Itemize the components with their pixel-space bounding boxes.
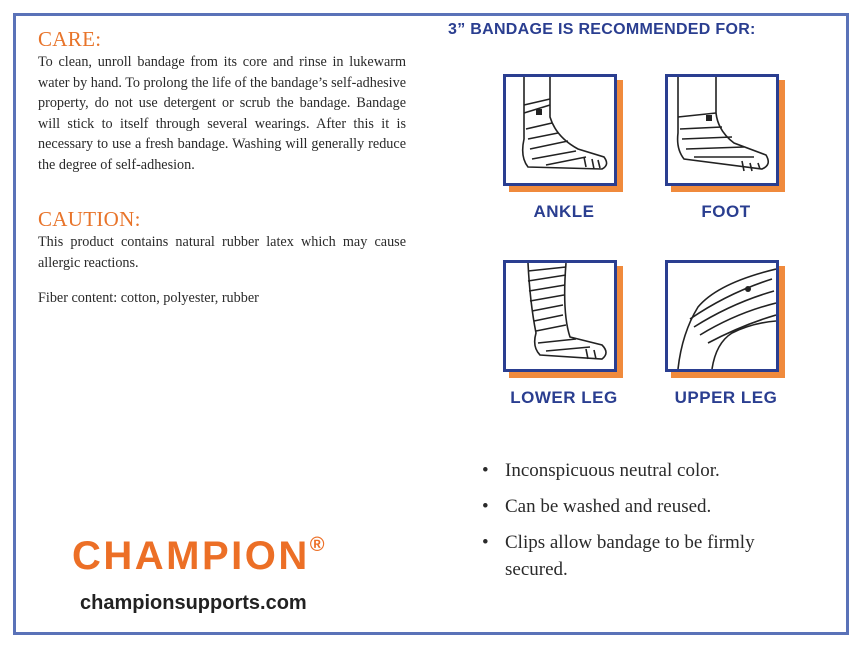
caution-text: This product contains natural rubber latex which may cause allergic reactions. <box>38 234 406 271</box>
ankle-wrap-icon <box>506 77 614 183</box>
ankle-panel <box>503 74 625 194</box>
fiber-content: Fiber content: cotton, polyester, rubber <box>38 290 259 306</box>
feature-item: • Inconspicuous neutral color. <box>480 457 820 484</box>
panel-label-lower-leg: LOWER LEG <box>510 388 618 407</box>
panel-label-ankle: ANKLE <box>533 202 595 221</box>
upper-leg-wrap-icon <box>668 263 776 369</box>
bullet-icon: • <box>482 460 489 481</box>
care-heading: CARE: <box>38 27 102 51</box>
lower-leg-wrap-icon <box>506 263 614 369</box>
brand-logo <box>72 534 325 579</box>
recommended-title: 3” BANDAGE IS RECOMMENDED FOR: <box>448 21 756 38</box>
panel-label-foot: FOOT <box>701 202 751 221</box>
bullet-icon: • <box>482 496 489 517</box>
lower-leg-panel <box>503 260 625 380</box>
brand-name: CHAMPION <box>72 534 310 578</box>
website-url: championsupports.com <box>80 592 307 614</box>
foot-panel <box>665 74 787 194</box>
registered-mark: ® <box>309 534 325 556</box>
upper-leg-panel <box>665 260 787 380</box>
foot-wrap-icon <box>668 77 776 183</box>
panel-label-upper-leg: UPPER LEG <box>674 388 778 407</box>
care-text: To clean, unroll bandage from its core and rinse in lukewarm water by hand. To prolong the life of the bandage’s self-adhesive property, do not use detergent or scrub the bandage. Bandage will stick to itself through several wearings. After this it is necessary to use a fresh bandage. Washing will generally reduce the degree of self-adhesion. <box>38 54 406 173</box>
feature-list <box>480 457 820 592</box>
feature-item: • Can be washed and reused. <box>480 493 820 520</box>
bullet-icon: • <box>482 532 489 553</box>
feature-item: • Clips allow bandage to be firmly secured. <box>480 529 820 583</box>
caution-heading: CAUTION: <box>38 207 141 231</box>
